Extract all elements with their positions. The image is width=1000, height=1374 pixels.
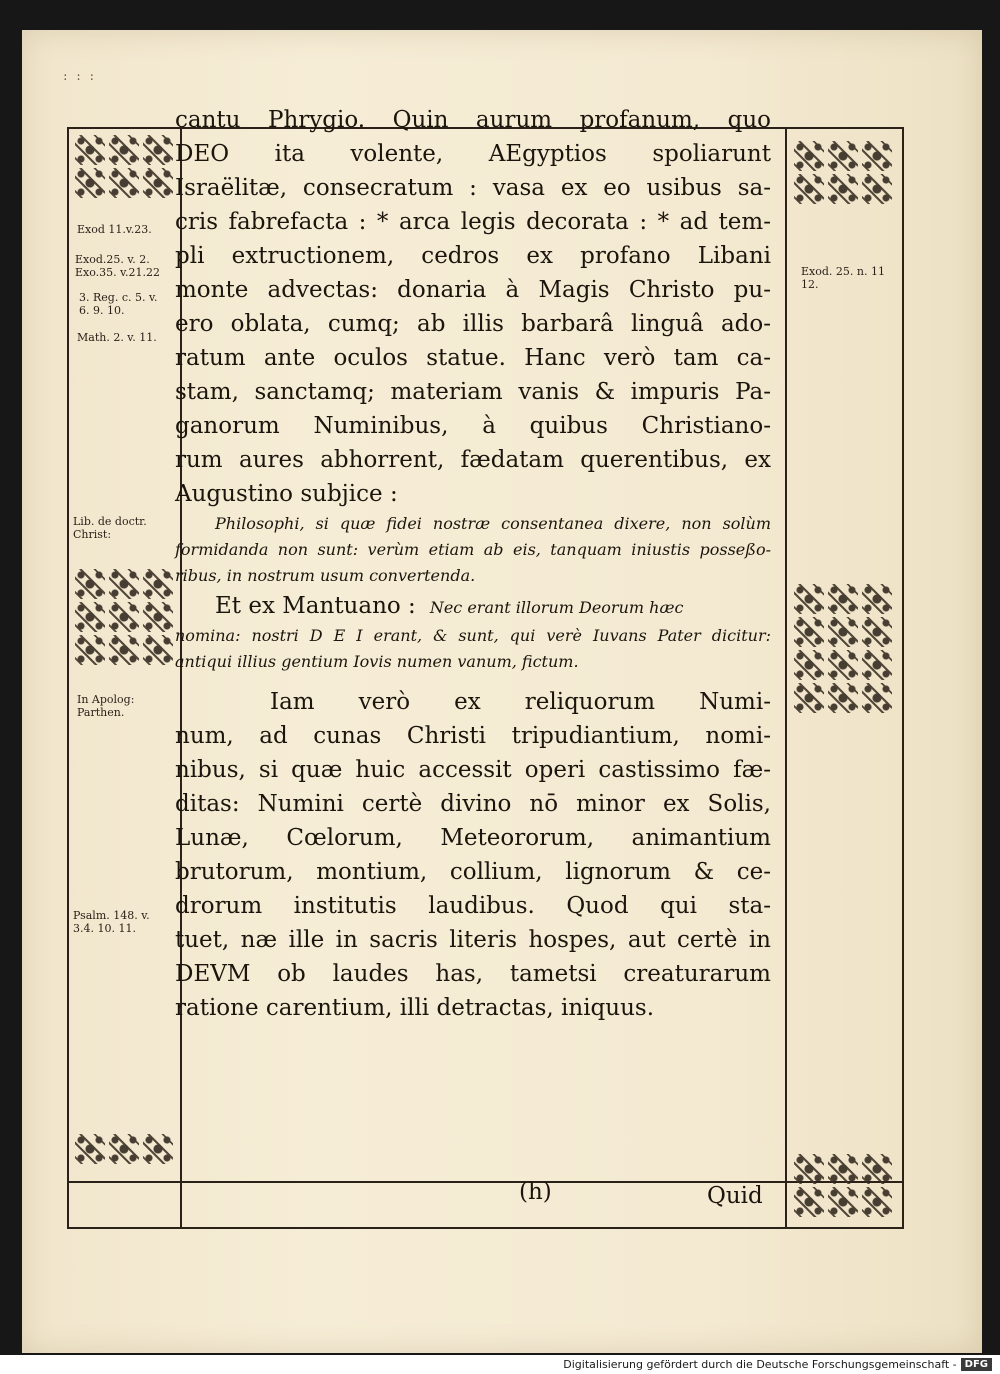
body-line: DEO ita volente, AEgyptios spoliarunt xyxy=(175,141,771,167)
quote-line: Philosophi, si quæ fidei nostræ consentanea dixere, non solùm xyxy=(215,514,771,533)
body-line: num, ad cunas Christi tripudiantium, nomi- xyxy=(175,723,771,749)
ornament-right-middle xyxy=(794,584,896,730)
mantuan-line xyxy=(175,589,771,623)
ornament-tile xyxy=(794,683,824,713)
body-line: cris fabrefacta : * arca legis decorata : * ad tem- xyxy=(175,209,771,235)
margin-note-left: Exod 11.v.23. xyxy=(77,223,152,236)
body-line: brutorum, montium, collium, lignorum & ce- xyxy=(175,859,771,885)
ornament-tile xyxy=(794,1187,824,1217)
ornament-tile xyxy=(828,683,858,713)
quote-line: formidanda non sunt: verùm etiam ab eis, tanquam iniustis posseßo- xyxy=(175,540,771,559)
ornament-tile xyxy=(862,683,892,713)
ornament-tile xyxy=(109,168,139,198)
body-line: ganorum Numinibus, à quibus Christiano- xyxy=(175,413,771,439)
ornament-tile xyxy=(143,602,173,632)
mantuan-quote-start: Nec erant illorum Deorum hæc xyxy=(429,598,684,617)
ornament-tile xyxy=(862,1154,892,1184)
body-line: stam, sanctamq; materiam vanis & impuris Pa- xyxy=(175,379,771,405)
body-line: ditas: Numini certè divino nō minor ex Solis, xyxy=(175,791,771,817)
margin-note-left: 3. Reg. c. 5. v. 6. 9. 10. xyxy=(79,291,158,317)
ornament-tile xyxy=(828,174,858,204)
ornament-left-bottom xyxy=(75,1134,177,1174)
ornament-tile xyxy=(794,174,824,204)
ornament-tile xyxy=(143,168,173,198)
ornament-tile xyxy=(828,650,858,680)
ornament-tile xyxy=(109,569,139,599)
ornament-tile xyxy=(109,635,139,665)
ornament-tile xyxy=(75,569,105,599)
margin-note-left: Exod.25. v. 2. Exo.35. v.21.22 xyxy=(75,253,161,279)
ornament-tile xyxy=(794,617,824,647)
ornament-left-top xyxy=(75,135,177,203)
digitization-footer xyxy=(0,1355,1000,1374)
body-line: tuet, næ ille in sacris literis hospes, aut certè in xyxy=(175,927,771,953)
ornament-tile xyxy=(143,1134,173,1164)
body-line: nibus, si quæ huic accessit operi castissimo fæ- xyxy=(175,757,771,783)
ornament-tile xyxy=(862,584,892,614)
dfg-logo: DFG xyxy=(961,1358,992,1371)
body-line: Augustino subjice : xyxy=(175,481,398,507)
ornament-tile xyxy=(75,135,105,165)
mantuan-intro: Et ex Mantuano : xyxy=(215,593,416,619)
book-page xyxy=(22,30,982,1353)
ornament-tile xyxy=(862,1187,892,1217)
body-line: ratione carentium, illi detractas, iniquus. xyxy=(175,995,655,1021)
margin-note-left: Math. 2. v. 11. xyxy=(77,331,157,344)
quote-line: ribus, in nostrum usum convertenda. xyxy=(175,566,476,585)
ornament-tile xyxy=(828,141,858,171)
ornament-left-middle xyxy=(75,569,177,679)
dfg-credit-text: Digitalisierung gefördert durch die Deutsche Forschungsgemeinschaft - xyxy=(563,1358,957,1371)
margin-note-left: Psalm. 148. v. 3.4. 10. 11. xyxy=(73,909,150,935)
ornament-tile xyxy=(75,1134,105,1164)
signature-mark: (h) xyxy=(519,1179,552,1205)
ornament-tile xyxy=(109,602,139,632)
body-line: cantu Phrygio. Quin aurum profanum, quo xyxy=(175,107,771,133)
ornament-tile xyxy=(794,141,824,171)
ornament-right-bottom xyxy=(794,1154,896,1222)
ornament-tile xyxy=(109,135,139,165)
body-line: pli extructionem, cedros ex profano Libani xyxy=(175,243,771,269)
right-margin-rule xyxy=(785,129,787,1227)
ornament-tile xyxy=(862,141,892,171)
ornament-tile xyxy=(75,635,105,665)
bottom-rule xyxy=(69,1181,902,1183)
ornament-tile xyxy=(75,602,105,632)
body-line: monte advectas: donaria à Magis Christo pu- xyxy=(175,277,771,303)
ornament-tile xyxy=(794,584,824,614)
paragraph-gap xyxy=(175,675,771,685)
margin-note-right: Exod. 25. n. 11 12. xyxy=(801,265,885,291)
ornament-tile xyxy=(828,1187,858,1217)
page-corner-mark: : : : xyxy=(62,70,96,83)
quote-line: nomina: nostri D E I erant, & sunt, qui verè Iuvans Pater dicitur: xyxy=(175,626,771,645)
ornament-right-top xyxy=(794,141,896,217)
body-line: Iam verò ex reliquorum Numi- xyxy=(270,689,771,715)
ornament-tile xyxy=(143,569,173,599)
body-line: drorum institutis laudibus. Quod qui sta- xyxy=(175,893,771,919)
main-body-text xyxy=(175,103,771,1025)
catchword: Quid xyxy=(707,1183,763,1209)
body-line: ero oblata, cumq; ab illis barbarâ linguâ ado- xyxy=(175,311,771,337)
ornament-tile xyxy=(828,584,858,614)
ornament-tile xyxy=(828,617,858,647)
body-line: Israëlitæ, consecratum : vasa ex eo usibus sa- xyxy=(175,175,771,201)
ornament-tile xyxy=(862,174,892,204)
quote-line: antiqui illius gentium Iovis numen vanum, fictum. xyxy=(175,652,579,671)
ornament-tile xyxy=(143,635,173,665)
ornament-tile xyxy=(862,617,892,647)
body-line: Lunæ, Cœlorum, Meteororum, animantium xyxy=(175,825,771,851)
body-line: ratum ante oculos statue. Hanc verò tam ca- xyxy=(175,345,771,371)
body-line: rum aures abhorrent, fædatam querentibus, ex xyxy=(175,447,771,473)
ornament-tile xyxy=(828,1154,858,1184)
ornament-tile xyxy=(794,650,824,680)
ornament-tile xyxy=(862,650,892,680)
body-line: DEVM ob laudes has, tametsi creaturarum xyxy=(175,961,771,987)
ornament-tile xyxy=(794,1154,824,1184)
margin-note-left: In Apolog: Parthen. xyxy=(77,693,135,719)
ornament-tile xyxy=(75,168,105,198)
ornament-tile xyxy=(143,135,173,165)
margin-note-left: Lib. de doctr. Christ: xyxy=(73,515,147,541)
ornament-tile xyxy=(109,1134,139,1164)
